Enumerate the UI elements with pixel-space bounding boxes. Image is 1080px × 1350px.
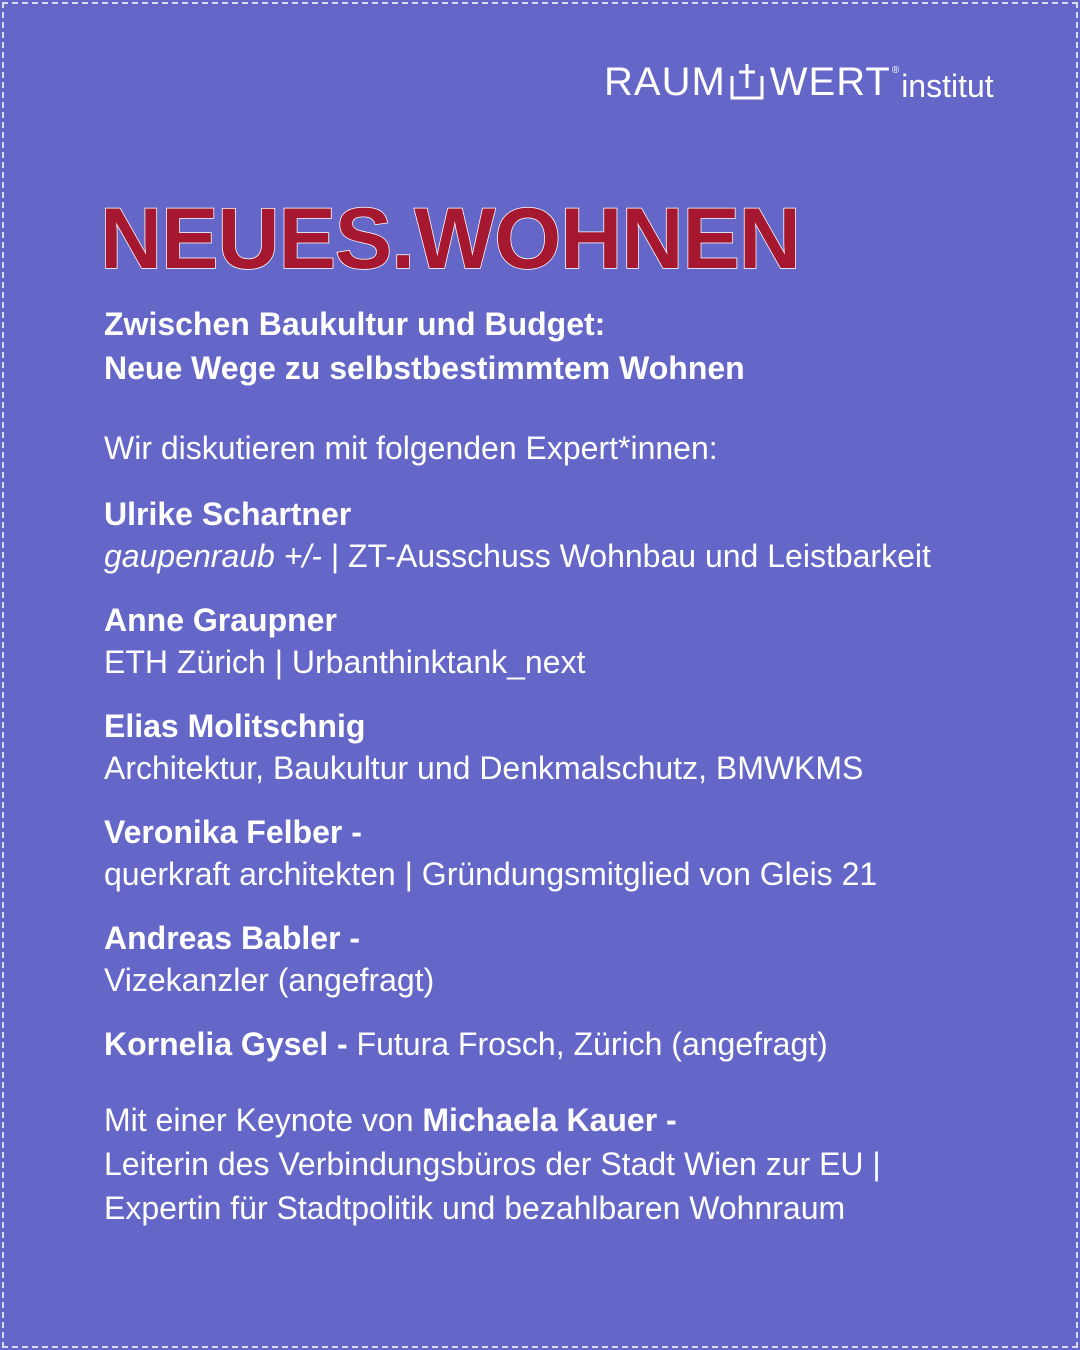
logo-word-wert: WERT — [769, 60, 891, 104]
keynote-speaker: Michaela Kauer - — [422, 1102, 677, 1138]
expert-role: Futura Frosch, Zürich (angefragt) — [347, 1026, 828, 1062]
page-title: NEUES.WOHNEN — [100, 191, 800, 287]
expert-item — [104, 706, 1064, 790]
logo-word-institut: institut — [901, 68, 994, 104]
expert-role: ETH Zürich | Urbanthinktank_next — [104, 644, 586, 680]
expert-item — [104, 812, 1064, 896]
expert-item — [104, 600, 1064, 684]
expert-name: Andreas Babler - — [104, 920, 361, 956]
expert-name: Elias Molitschnig — [104, 708, 366, 744]
expert-role-rest: | ZT-Ausschuss Wohnbau und Leistbarkeit — [321, 538, 931, 574]
expert-name: Ulrike Schartner — [104, 496, 352, 532]
keynote-prefix: Mit einer Keynote von — [104, 1102, 423, 1138]
keynote — [104, 1098, 1064, 1230]
expert-role: Vizekanzler (angefragt) — [104, 962, 435, 998]
intro-text: Wir diskutieren mit folgenden Expert*innen: — [104, 430, 718, 466]
keynote-line-3: Expertin für Stadtpolitik und bezahlbaren Wohnraum — [104, 1190, 846, 1226]
logo-registered: ® — [891, 65, 900, 76]
expert-role: querkraft architekten | Gründungsmitglied von Gleis 21 — [104, 856, 878, 892]
expert-item — [104, 918, 1064, 1002]
expert-name: Veronika Felber - — [104, 814, 362, 850]
keynote-line-2: Leiterin des Verbindungsbüros der Stadt Wien zur EU | — [104, 1146, 881, 1182]
logo-cross-icon — [730, 62, 764, 102]
subtitle-line-1: Zwischen Baukultur und Budget: — [104, 306, 606, 342]
expert-role: Architektur, Baukultur und Denkmalschutz, BMWKMS — [104, 750, 864, 786]
subtitle — [104, 302, 745, 390]
expert-item — [104, 1024, 1064, 1064]
logo-word-raum: RAUM — [604, 60, 726, 104]
subtitle-line-2: Neue Wege zu selbstbestimmtem Wohnen — [104, 350, 745, 386]
expert-role — [104, 534, 1064, 578]
raumwert-logo — [604, 62, 994, 102]
expert-item — [104, 494, 1064, 578]
expert-name: Kornelia Gysel - — [104, 1026, 348, 1062]
expert-list — [104, 494, 1064, 1086]
expert-role-italic: gaupenraub +/- — [104, 538, 322, 574]
keynote-line-1 — [104, 1098, 1064, 1142]
expert-name: Anne Graupner — [104, 602, 337, 638]
